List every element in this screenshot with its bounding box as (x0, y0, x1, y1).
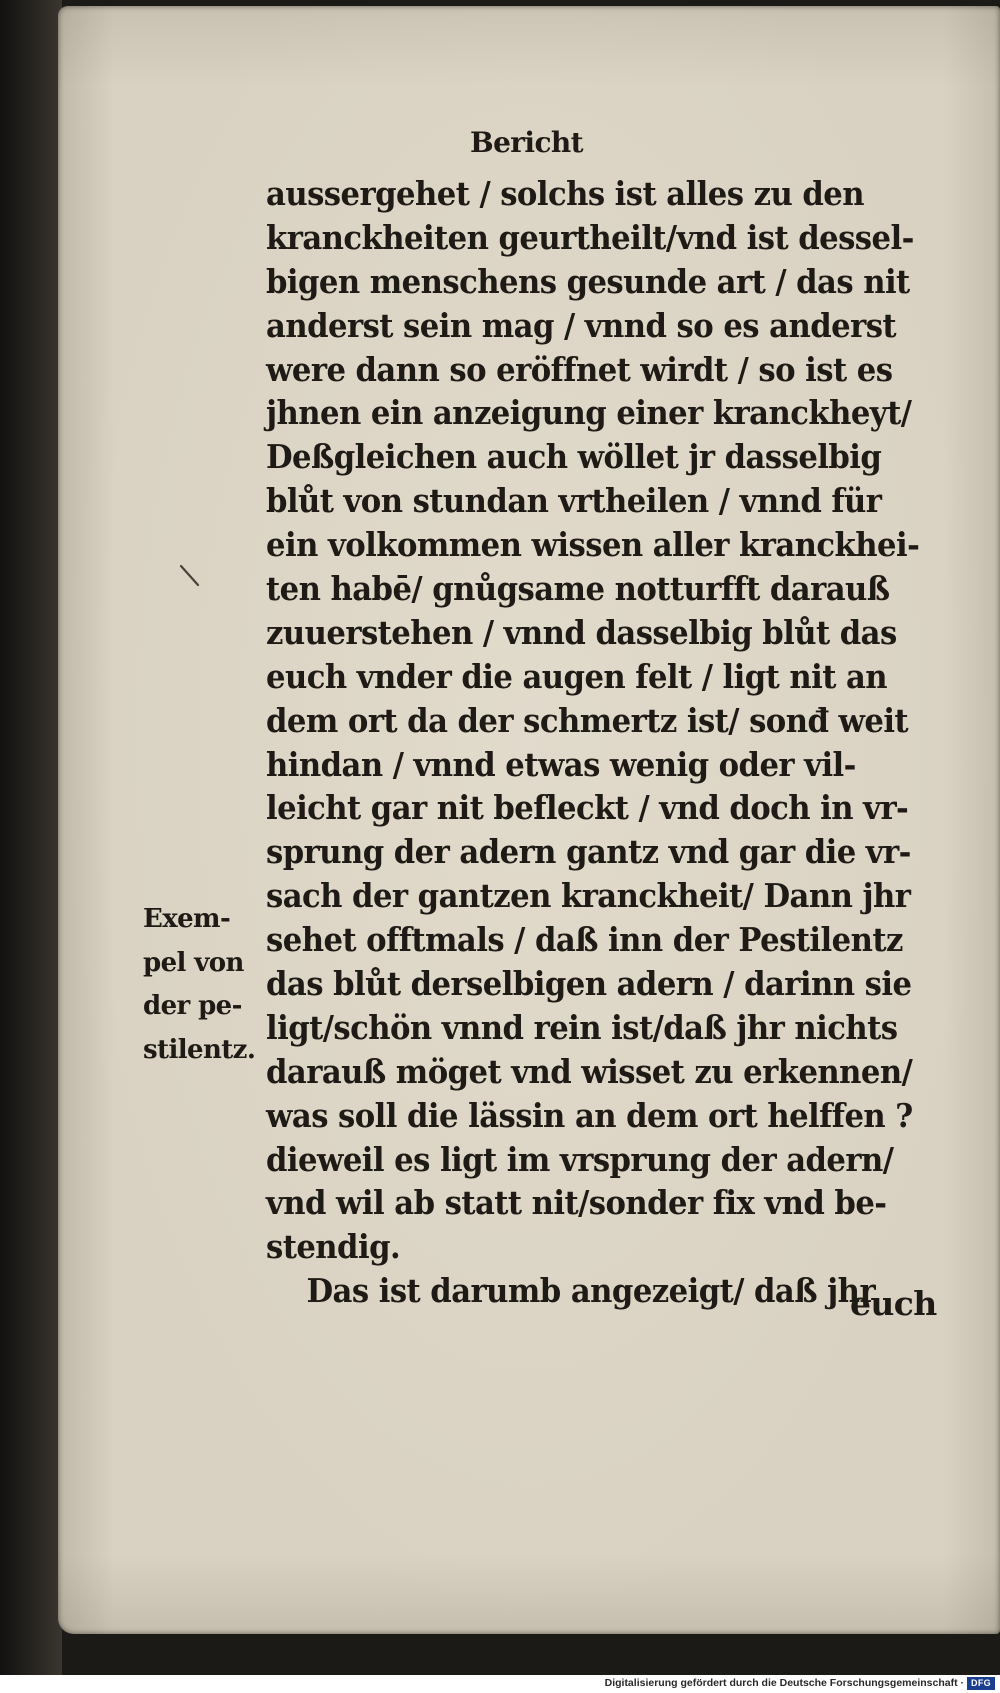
text-line: bigen menschens gesunde art / das nit (266, 261, 910, 301)
text-line: anderst sein mag / vnnd so es anderst (266, 305, 897, 345)
text-line: leicht gar nit befleckt / vnd doch in vr- (266, 788, 909, 828)
text-line: sach der gantzen kranckheit/ Dann jhr (266, 876, 911, 916)
text-line: vnd wil ab statt nit/sonder fix vnd be- (266, 1183, 887, 1223)
text-line: hindan / vnnd etwas wenig oder vil- (266, 744, 856, 784)
digitization-credit: Digitalisierung gefördert durch die Deutsche Forschungsgemeinschaft · (604, 1677, 964, 1689)
text-line: stendig. (266, 1227, 401, 1267)
text-line: das blůt derselbigen adern / darinn sie (266, 964, 912, 1004)
text-line: euch vnder die augen felt / ligt nit an (266, 656, 888, 696)
text-line: dem ort da der schmertz ist/ sonđ weit (266, 700, 909, 740)
marginal-note (143, 898, 255, 1072)
text-line: jhnen ein anzeigung einer kranckheyt/ (266, 393, 912, 433)
text-line: ligt/schön vnnd rein ist/daß jhr nichts (266, 1007, 898, 1047)
marginal-note-line: stilentz. (143, 1034, 256, 1065)
marginal-note-line: Exem- (143, 904, 231, 934)
text-line: dieweil es ligt im vrsprung der adern/ (266, 1139, 894, 1179)
text-line: zuuerstehen / vnnd dasselbig blůt das (266, 612, 897, 652)
text-line: darauß möget vnd wisset zu erkennen/ (266, 1051, 913, 1091)
text-line: kranckheiten geurtheilt/vnd ist dessel- (266, 217, 914, 257)
book-spine-shadow (0, 0, 62, 1675)
margin-pen-mark (178, 563, 202, 589)
text-line: sehet offtmals / daß inn der Pestilentz (266, 920, 903, 960)
text-line: ten habē/ gnůgsame notturfft darauß (266, 569, 890, 609)
text-line: blůt von stundan vrtheilen / vnnd für (266, 481, 882, 521)
marginal-note-line: pel von (143, 947, 244, 978)
marginal-note-line: der pe- (143, 991, 242, 1021)
text-line: were dann so eröffnet wirdt / so ist es (266, 349, 893, 389)
running-head: Bericht (470, 126, 584, 159)
dfg-logo: DFG (967, 1677, 995, 1690)
text-line: sprung der adern gantz vnd gar die vr- (266, 832, 911, 872)
text-line: was soll die lässin an dem ort helffen ? (266, 1095, 913, 1135)
body-text (266, 172, 946, 1313)
text-line: ein volkommen wissen aller kranckhei- (266, 525, 920, 565)
text-line: Deßgleichen auch wöllet jr dasselbig (266, 437, 882, 477)
catchword: euch (850, 1284, 937, 1323)
text-line: aussergehet / solchs ist alles zu den (266, 174, 864, 213)
text-line: Das ist darumb angezeigt/ daß jhr (266, 1271, 876, 1311)
